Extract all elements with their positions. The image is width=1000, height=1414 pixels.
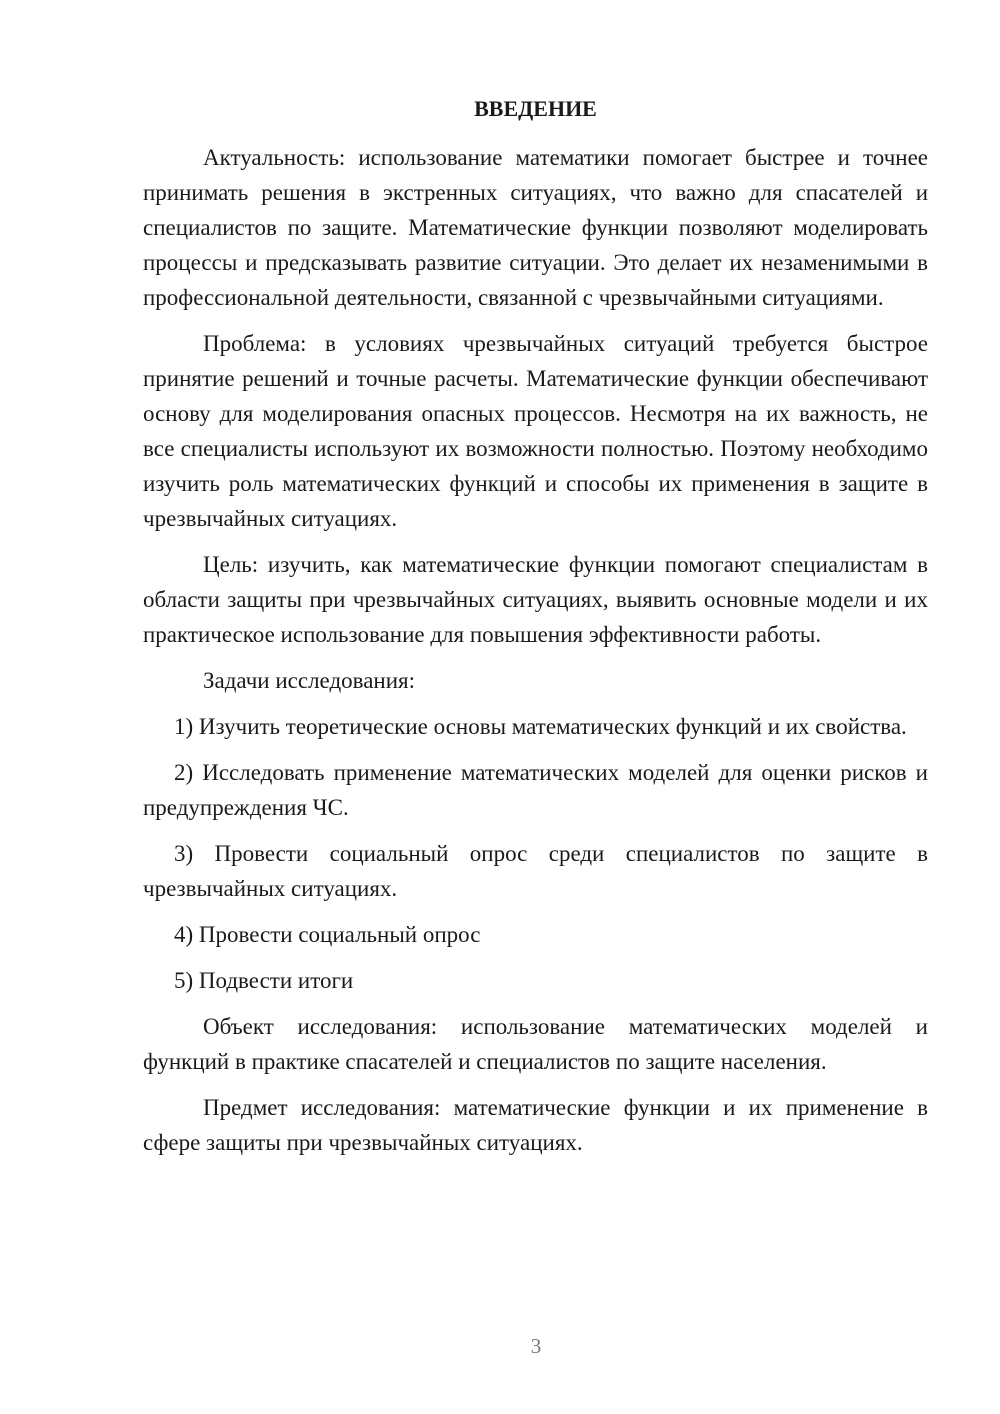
paragraph-problem: Проблема: в условиях чрезвычайных ситуаций требуется быстрое принятие решений и точные расчеты. Математические функции обеспечивают основу для моделирования опасных процессов. Несмотря на их важность, не все специалисты используют их возможности полностью. Поэтому необходимо изучить роль математических функций и способы их применения в защите в чрезвычайных ситуациях. — [143, 331, 928, 531]
task-item: 2) Исследовать применение математических моделей для оценки рисков и предупреждения ЧС. — [143, 760, 928, 820]
paragraph-goal: Цель: изучить, как математические функции помогают специалистам в области защиты при чрезвычайных ситуациях, выявить основные модели и их практическое использование для повышения эффективности работы. — [143, 552, 928, 647]
task-item: 1) Изучить теоретические основы математических функций и их свойства. — [174, 714, 907, 739]
task-item: 5) Подвести итоги — [174, 968, 354, 993]
paragraph-subject: Предмет исследования: математические функции и их применение в сфере защиты при чрезвычайных ситуациях. — [143, 1095, 928, 1155]
paragraph-relevance: Актуальность: использование математики помогает быстрее и точнее принимать решения в экстренных ситуациях, что важно для спасателей и специалистов по защите. Математические функции позволяют моделировать процессы и предсказывать развитие ситуации. Это делает их незаменимыми в профессиональной деятельности, связанной с чрезвычайными ситуациями. — [143, 145, 928, 310]
task-item: 4) Провести социальный опрос — [174, 922, 481, 947]
page-number: 3 — [530, 1334, 542, 1358]
page-content — [143, 94, 928, 1171]
paragraph-tasks-intro: Задачи исследования: — [203, 668, 416, 693]
task-item: 3) Провести социальный опрос среди специалистов по защите в чрезвычайных ситуациях. — [143, 841, 928, 901]
section-heading: ВВЕДЕНИЕ — [474, 96, 597, 121]
paragraph-object: Объект исследования: использование математических моделей и функций в практике спасателей и специалистов по защите населения. — [143, 1014, 928, 1074]
